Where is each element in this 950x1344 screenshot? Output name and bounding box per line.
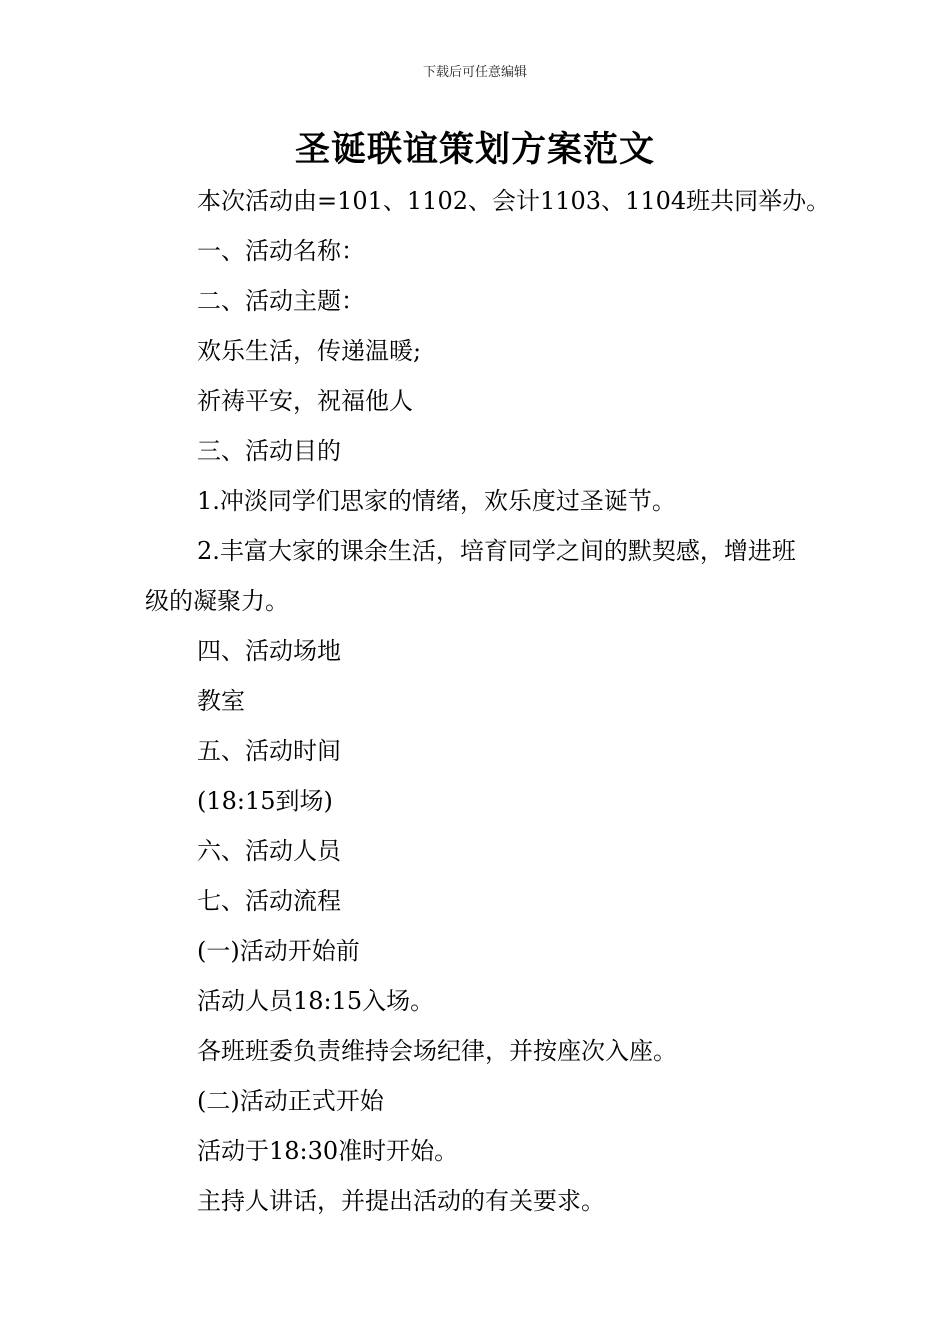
purpose-item-2: 2.丰富大家的课余生活，培育同学之间的默契感，增进班级的凝聚力。 [145, 537, 796, 615]
theme-line-1: 欢乐生活，传递温暖; [197, 337, 422, 365]
theme-line-2: 祈祷平安，祝福他人 [197, 387, 413, 415]
section-heading-staff: 六、活动人员 [197, 837, 341, 865]
purpose-item-1: 1.冲淡同学们思家的情绪，欢乐度过圣诞节。 [197, 487, 676, 515]
venue-text: 教室 [197, 687, 245, 715]
section-heading-venue: 四、活动场地 [197, 637, 341, 665]
paragraph-intro: 本次活动由=101、1102、会计1103、1104班共同举办。 [197, 187, 831, 215]
section-heading-process: 七、活动流程 [197, 887, 341, 915]
time-text: (18:15到场) [197, 787, 333, 815]
section-heading-name: 一、活动名称： [197, 237, 365, 265]
document-body [145, 176, 831, 1226]
section-heading-purpose: 三、活动目的 [197, 437, 341, 465]
process-before-line-2: 各班班委负责维持会场纪律，并按座次入座。 [197, 1037, 677, 1065]
process-start-line-1: 活动于18:30准时开始。 [197, 1137, 459, 1165]
process-start-line-2: 主持人讲话，并提出活动的有关要求。 [197, 1187, 605, 1215]
process-subheading-start: (二)活动正式开始 [197, 1087, 384, 1115]
process-subheading-before: (一)活动开始前 [197, 937, 360, 965]
document-title: 圣诞联谊策划方案范文 [294, 130, 655, 170]
section-heading-theme: 二、活动主题： [197, 287, 365, 315]
process-before-line-1: 活动人员18:15入场。 [197, 987, 435, 1015]
page-header-note: 下载后可任意编辑 [422, 65, 527, 80]
section-heading-time: 五、活动时间 [197, 737, 341, 765]
